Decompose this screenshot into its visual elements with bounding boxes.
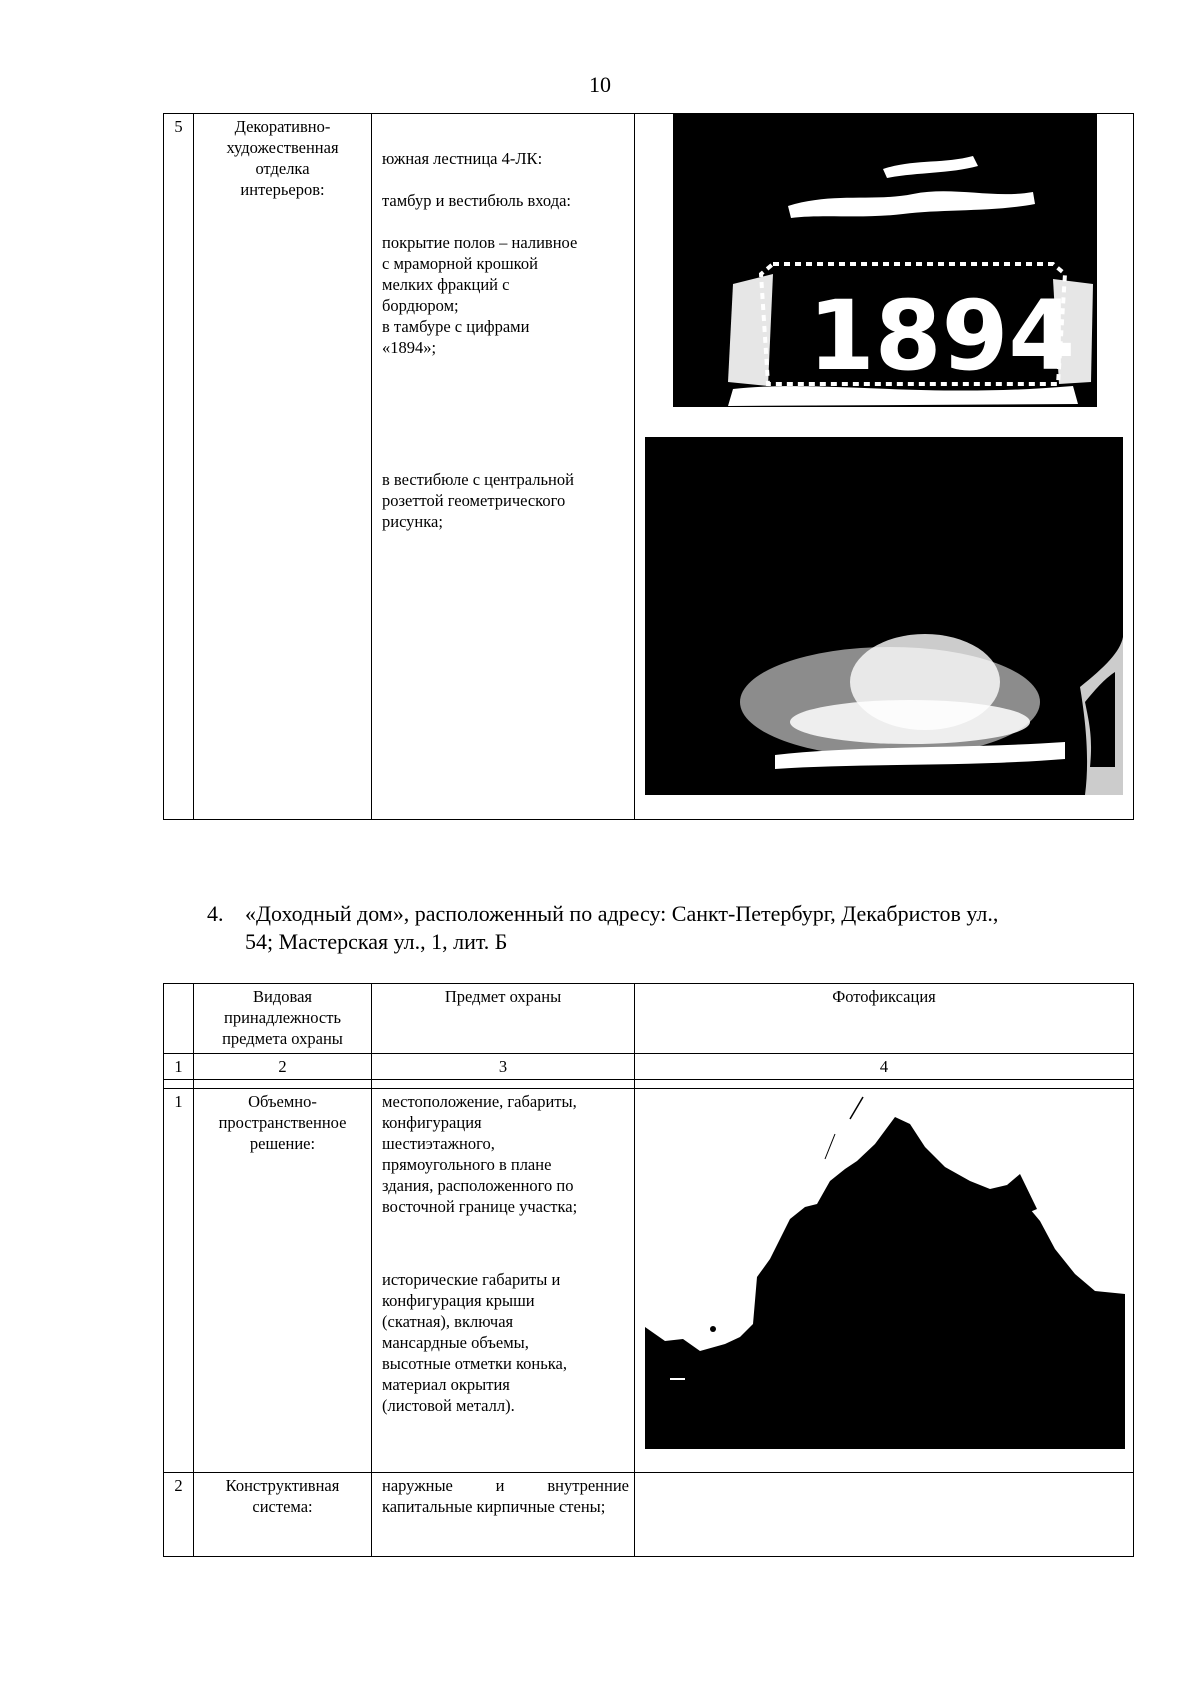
subject-cell — [372, 1473, 635, 1557]
section-number: 4. — [207, 901, 224, 926]
section-title-line: «Доходный дом», расположенный по адресу: Санкт-Петербург, Декабристов ул., — [245, 901, 999, 926]
subject-line: в тамбуре с цифрами — [382, 317, 530, 336]
subject-line: покрытие полов – наливное — [382, 233, 578, 252]
table-row — [164, 114, 1134, 820]
building-roof-image — [645, 1089, 1125, 1449]
column-number: 1 — [164, 1054, 194, 1080]
protection-table — [163, 983, 1134, 1557]
section-heading — [207, 900, 1107, 956]
section-title-line: 54; Мастерская ул., 1, лит. Б — [245, 929, 508, 954]
subject-line: конфигурация — [382, 1113, 482, 1132]
header-row — [164, 984, 1134, 1054]
subject-line: восточной границе участка; — [382, 1197, 578, 1216]
rosette-photo — [645, 437, 1123, 795]
category-line: Декоративно- — [234, 117, 331, 136]
floor-digits-text: 1894 — [808, 280, 1076, 392]
subject-cell — [372, 1089, 635, 1473]
floor-digits-photo — [673, 114, 1097, 407]
column-number: 3 — [372, 1054, 635, 1080]
header-line: Видовая — [253, 987, 312, 1006]
column-number-row — [164, 1054, 1134, 1080]
category-line: Конструктивная — [225, 1476, 340, 1495]
subject-line: шестиэтажного, — [382, 1134, 495, 1153]
subject-line: высотные отметки конька, — [382, 1354, 567, 1373]
category-line: решение: — [249, 1134, 316, 1153]
subject-cell — [372, 114, 635, 820]
subject-line: мелких фракций с — [382, 275, 510, 294]
header-cell — [194, 984, 372, 1054]
category-line: пространственное — [218, 1113, 347, 1132]
header-line: предмета охраны — [222, 1029, 343, 1048]
subject-line: тамбур и вестибюль входа: — [382, 191, 572, 210]
header-cell: Предмет охраны — [372, 984, 635, 1054]
subject-line: прямоугольного в плане — [382, 1155, 552, 1174]
category-line: отделка — [255, 159, 310, 178]
subject-line: здания, расположенного по — [382, 1176, 574, 1195]
subject-line: розеттой геометрического — [382, 491, 566, 510]
category-cell — [194, 114, 372, 820]
table-row — [164, 1089, 1134, 1473]
page-number: 10 — [589, 72, 611, 97]
floor-digits-image — [673, 114, 1097, 407]
subject-line: исторические габариты и — [382, 1270, 561, 1289]
subject-line: материал окрытия — [382, 1375, 510, 1394]
subject-line: с мраморной крошкой — [382, 254, 538, 273]
subject-line: (скатная), включая — [382, 1312, 514, 1331]
subject-line: местоположение, габариты, — [382, 1092, 577, 1111]
table-row — [164, 1080, 1134, 1089]
row-number: 5 — [164, 114, 194, 820]
row-number: 2 — [164, 1473, 194, 1557]
subject-line: мансардные объемы, — [382, 1333, 529, 1352]
category-cell — [194, 1473, 372, 1557]
subject-line: (листовой металл). — [382, 1396, 515, 1415]
column-number: 4 — [635, 1054, 1134, 1080]
photo-cell-empty — [635, 1473, 1134, 1557]
category-line: Объемно- — [248, 1092, 317, 1111]
column-number: 2 — [194, 1054, 372, 1080]
photo-cell — [635, 1089, 1134, 1473]
category-cell — [194, 1089, 372, 1473]
category-line: интерьеров: — [240, 180, 325, 199]
building-roof-photo — [645, 1089, 1125, 1449]
header-line: принадлежность — [224, 1008, 341, 1027]
subject-line: конфигурация крыши — [382, 1291, 535, 1310]
category-line: система: — [252, 1497, 313, 1516]
category-line: художественная — [226, 138, 339, 157]
protection-table-continued — [163, 113, 1134, 820]
table-row — [164, 1473, 1134, 1557]
header-cell-empty — [164, 984, 194, 1054]
rosette-image — [645, 437, 1123, 795]
row-number: 1 — [164, 1089, 194, 1473]
photo-cell — [635, 114, 1134, 820]
subject-line: южная лестница 4-ЛК: — [382, 149, 543, 168]
subject-text: наружные и внутренние капитальные кирпичные стены; — [382, 1476, 629, 1516]
header-cell: Фотофиксация — [635, 984, 1134, 1054]
subject-line: рисунка; — [382, 512, 443, 531]
subject-line: в вестибюле с центральной — [382, 470, 574, 489]
subject-line: бордюром; — [382, 296, 459, 315]
subject-line: «1894»; — [382, 338, 437, 357]
